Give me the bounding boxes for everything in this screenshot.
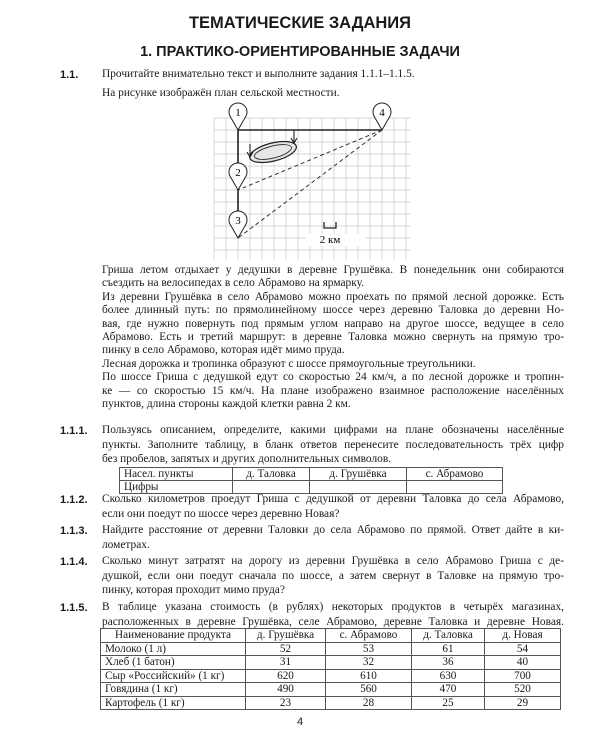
table-cell: 620 [246, 669, 326, 683]
pin-label: 4 [379, 107, 385, 119]
table-cell: 53 [326, 642, 412, 656]
text-line: ке — со скоростью 15 км/ч. На плане изображено взаимное расположение населённых [102, 384, 564, 397]
table-cell: Сыр «Российский» (1 кг) [101, 669, 246, 683]
column-header: Наименование продукта [101, 629, 246, 643]
task-1-1-3-text [102, 523, 564, 552]
text-line: съездить на велосипедах в село Абрамово на ярмарку. [102, 277, 364, 290]
column-header: д. Новая [485, 629, 561, 643]
text-line: Сколько километров проедут Гриша с дедушкой от деревни Таловка до села Абрамово, [102, 493, 564, 505]
table-cell: д. Грушёвка [310, 468, 407, 481]
table-cell: 630 [412, 669, 485, 683]
text-line: Лесная дорожка и тропинка образуют с шоссе прямоугольные треугольники. [102, 357, 476, 370]
text-line: Из деревни Грушёвка в село Абрамово можно проехать по прямой лесной дорожке. Есть [102, 290, 564, 303]
table-cell: Цифры [120, 481, 233, 494]
table-cell: 610 [326, 669, 412, 683]
table-cell: 61 [412, 642, 485, 656]
prices-table [100, 628, 561, 710]
task-1-1-5-text [102, 600, 564, 629]
table-cell: Насел. пункты [120, 468, 233, 481]
task-number: 1.1.1. [60, 425, 88, 437]
table-cell: 490 [246, 683, 326, 697]
table-row [101, 669, 561, 683]
table-cell: Говядина (1 кг) [101, 683, 246, 697]
text-line: Прочитайте внимательно текст и выполните задания 1.1.1–1.1.5. [102, 68, 415, 80]
table-cell: 560 [326, 683, 412, 697]
table-cell: 470 [412, 683, 485, 697]
page-heading: ТЕМАТИЧЕСКИЕ ЗАДАНИЯ [188, 14, 412, 32]
text-line: расположенных в деревне Грушёвка, селе Абрамово, деревне Таловка и деревне Новая. [102, 615, 564, 628]
task-number: 1.1.3. [60, 525, 88, 537]
table-cell: 520 [485, 683, 561, 697]
text-line: пункты. Заполните таблицу, в бланк ответов перенесите последовательность трёх цифр [102, 438, 564, 451]
table-header-row [101, 629, 561, 643]
text-line: вая, где нужно повернуть под прямым углом направо на другое шоссе, ведущее в село [102, 317, 564, 330]
column-header: д. Грушёвка [246, 629, 326, 643]
map-pin-2 [229, 163, 247, 190]
map-pin-3 [229, 211, 247, 238]
text-line: По шоссе Гриша с дедушкой едут со скоростью 24 км/ч, а по лесной дорожке и тропин- [102, 371, 564, 384]
text-line: Сколько минут затратят на дорогу из деревни Грушёвка в село Абрамово Гриша с де- [102, 555, 564, 567]
story-text [102, 264, 564, 411]
text-line: В таблице указана стоимость (в рублях) некоторых продуктов в четырёх магазинах, [102, 601, 564, 613]
table-cell: 36 [412, 656, 485, 670]
table-cell: 54 [485, 642, 561, 656]
text-line: пинку в село Абрамово, которая идёт мимо пруда. [102, 344, 345, 357]
table-cell: д. Таловка [233, 468, 310, 481]
task-number: 1.1.4. [60, 556, 88, 568]
table-cell: Молоко (1 л) [101, 642, 246, 656]
page-number: 4 [296, 716, 304, 728]
text-line: На рисунке изображён план сельской местности. [102, 87, 340, 99]
task-number: 1.1.2. [60, 494, 88, 506]
task-intro [102, 68, 564, 100]
text-line: если они поедут по шоссе через деревню Новая? [102, 507, 340, 520]
table-cell: Картофель (1 кг) [101, 696, 246, 710]
table-cell: 29 [485, 696, 561, 710]
text-line: без пробелов, запятых и других дополнительных символов. [102, 453, 392, 465]
map-pin-1 [229, 103, 247, 130]
task-number: 1.1.5. [60, 602, 88, 614]
table-cell: 25 [412, 696, 485, 710]
column-header: с. Абрамово [326, 629, 412, 643]
text-line: Пользуясь описанием, определите, какими цифрами на плане обозначены населённые [102, 424, 564, 436]
column-header: д. Таловка [412, 629, 485, 643]
table-row [120, 468, 503, 481]
table-cell: с. Абрамово [407, 468, 503, 481]
pin-label: 2 [235, 167, 241, 179]
table-row [101, 642, 561, 656]
table-row [101, 696, 561, 710]
text-line: душкой, если они поедут сначала по шоссе, а затем свернут в Таловке на прямую тро- [102, 569, 564, 582]
table-cell: 700 [485, 669, 561, 683]
table-row [101, 656, 561, 670]
text-line: Найдите расстояние от деревни Таловки до села Абрамово по прямой. Ответ дайте в ки- [102, 524, 564, 536]
pin-label: 3 [235, 215, 241, 227]
task-1-1-2-text [102, 492, 564, 521]
table-cell: 40 [485, 656, 561, 670]
text-line: более длинный путь: по прямолинейному шоссе через деревню Таловка до деревни Но- [102, 304, 564, 317]
table-cell: 28 [326, 696, 412, 710]
pond [247, 130, 298, 167]
section-heading: 1. ПРАКТИКО-ОРИЕНТИРОВАННЫЕ ЗАДАЧИ [140, 44, 460, 60]
text-line: пунктов, длина стороны каждой клетки равна 2 км. [102, 397, 351, 410]
task-1-1-4-text [102, 554, 564, 598]
table-row [101, 683, 561, 697]
text-line: пинку, которая проходит мимо пруда? [102, 584, 285, 596]
scale-label: 2 км [319, 234, 341, 246]
answer-table [119, 467, 503, 494]
table-cell: 31 [246, 656, 326, 670]
text-line: Гриша летом отдыхает у дедушки в деревне Грушёвка. В понедельник они собираются [102, 264, 564, 276]
table-cell: 52 [246, 642, 326, 656]
task-1-1-1-text [102, 423, 564, 467]
table-cell: 23 [246, 696, 326, 710]
task-number: 1.1. [60, 69, 79, 81]
village-map [180, 100, 420, 260]
text-line: лометрах. [102, 538, 150, 551]
pin-label: 1 [235, 107, 241, 119]
table-cell: Хлеб (1 батон) [101, 656, 246, 670]
map-pin-4 [373, 103, 391, 130]
text-line: Абрамово. Есть и третий маршрут: в деревне Таловка можно свернуть на прямую тро- [102, 330, 564, 343]
table-cell: 32 [326, 656, 412, 670]
